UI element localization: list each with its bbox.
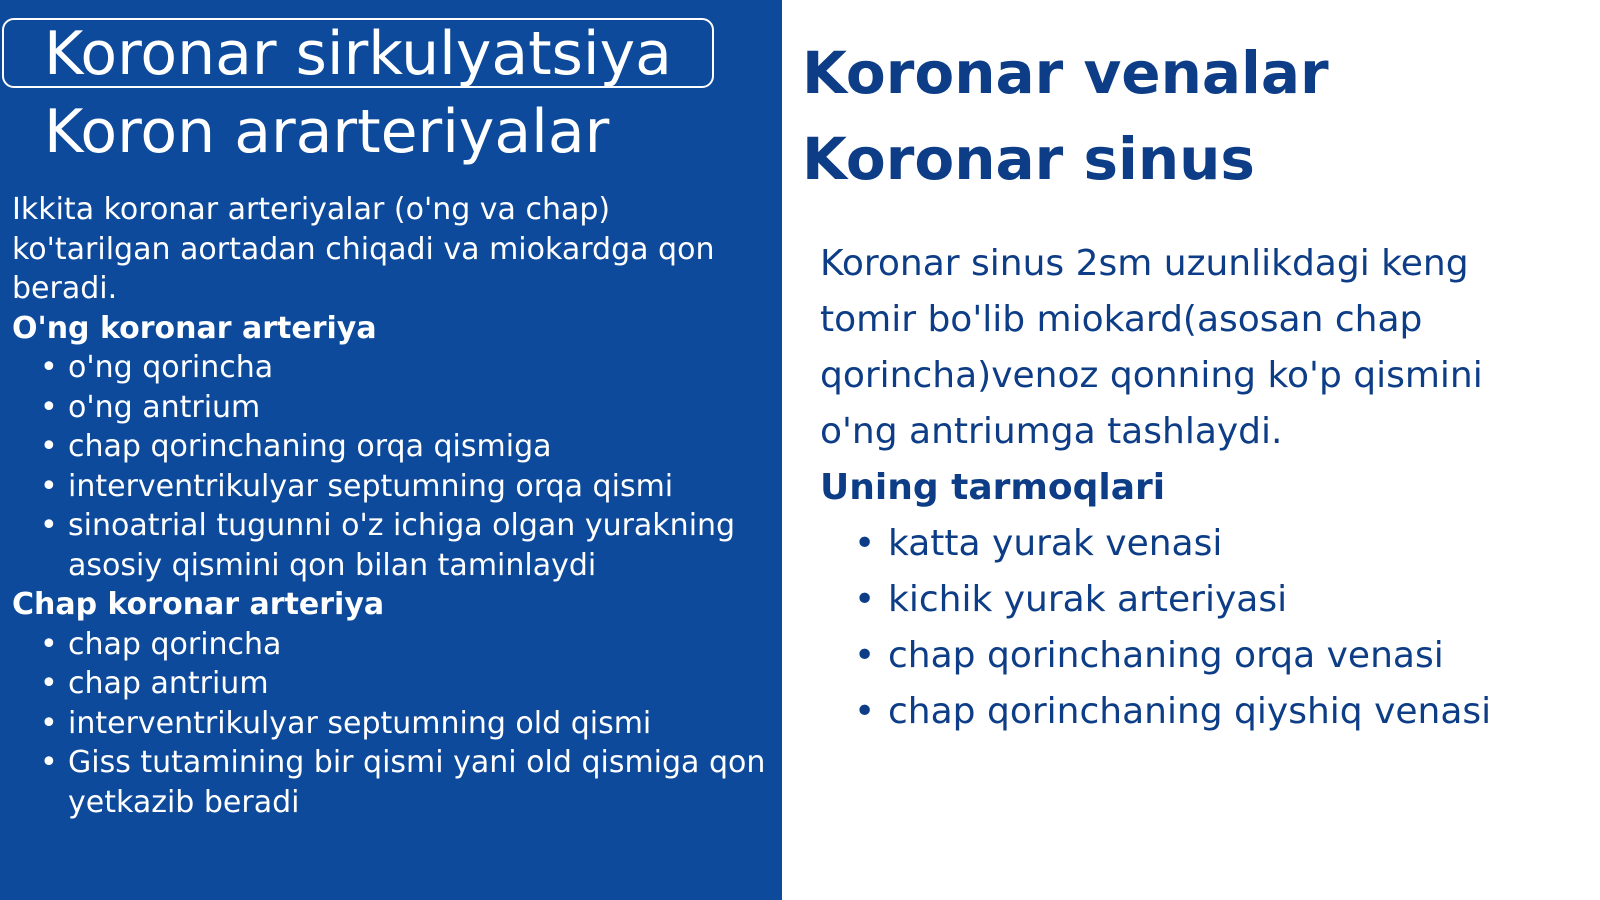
list-item-text: Giss tutamining bir qismi yani old qismiga qon yetkazib beradi: [68, 745, 766, 820]
right-artery-heading: O'ng koronar arteriya: [12, 310, 377, 346]
slide-subtitle: Koron ararteriyalar: [44, 97, 610, 167]
list-item-text: chap qorinchaning orqa venasi: [888, 635, 1444, 676]
list-item: [12, 427, 772, 467]
right-artery-list: [12, 348, 772, 585]
intro-paragraph: Ikkita koronar arteriyalar (o'ng va chap) ko'tarilgan aortadan chiqadi va miokardga qon beradi.: [12, 192, 715, 306]
bullet-icon: •: [854, 523, 876, 564]
list-item-text: chap qorinchaning qiyshiq venasi: [888, 691, 1492, 732]
left-body-text: [12, 190, 772, 822]
bullet-icon: •: [854, 579, 876, 620]
list-item: [820, 516, 1510, 572]
list-item-text: chap qorincha: [68, 626, 282, 662]
list-item: [12, 743, 772, 822]
branches-heading: Uning tarmoqlari: [820, 467, 1166, 508]
right-body-text: [820, 236, 1510, 740]
list-item: [820, 628, 1510, 684]
list-item: [12, 664, 772, 704]
left-panel: [0, 0, 782, 900]
list-item-text: chap qorinchaning orqa qismiga: [68, 429, 552, 464]
list-item-text: interventrikulyar septumning old qismi: [68, 705, 652, 741]
list-item-text: interventrikulyar septumning orqa qismi: [68, 468, 674, 504]
sinus-title: Koronar sinus: [802, 125, 1255, 193]
list-item: [820, 684, 1510, 740]
list-item: [12, 348, 772, 388]
list-item-text: kichik yurak arteriyasi: [888, 579, 1288, 620]
list-item-text: katta yurak venasi: [888, 523, 1223, 564]
list-item: [12, 467, 772, 507]
sinus-description: Koronar sinus 2sm uzunlikdagi keng tomir bo'lib miokard(asosan chap qorincha)venoz qonning ko'p qismini o'ng antriumga tashlaydi.: [820, 243, 1483, 452]
list-item-text: o'ng antrium: [68, 389, 261, 425]
bullet-icon: •: [40, 508, 58, 543]
veins-title: Koronar venalar: [802, 39, 1329, 107]
bullet-icon: •: [40, 468, 58, 504]
list-item: [12, 506, 772, 585]
list-item-text: o'ng qorincha: [68, 350, 274, 385]
list-item-text: chap antrium: [68, 666, 269, 701]
slide-title: Koronar sirkulyatsiya: [44, 19, 672, 89]
bullet-icon: •: [40, 705, 58, 741]
bullet-icon: •: [40, 745, 58, 780]
bullet-icon: •: [40, 350, 58, 385]
bullet-icon: •: [40, 666, 58, 701]
list-item: [12, 625, 772, 665]
list-item-text: sinoatrial tugunni o'z ichiga olgan yurakning asosiy qismini qon bilan taminlaydi: [68, 508, 736, 583]
list-item: [12, 388, 772, 428]
bullet-icon: •: [40, 626, 58, 662]
left-artery-heading: Chap koronar arteriya: [12, 587, 385, 622]
left-artery-list: [12, 625, 772, 823]
bullet-icon: •: [40, 389, 58, 425]
list-item: [12, 704, 772, 744]
right-panel: [782, 0, 1600, 900]
list-item: [820, 572, 1510, 628]
bullet-icon: •: [40, 429, 58, 464]
bullet-icon: •: [854, 691, 876, 732]
bullet-icon: •: [854, 635, 876, 676]
branches-list: [820, 516, 1510, 740]
